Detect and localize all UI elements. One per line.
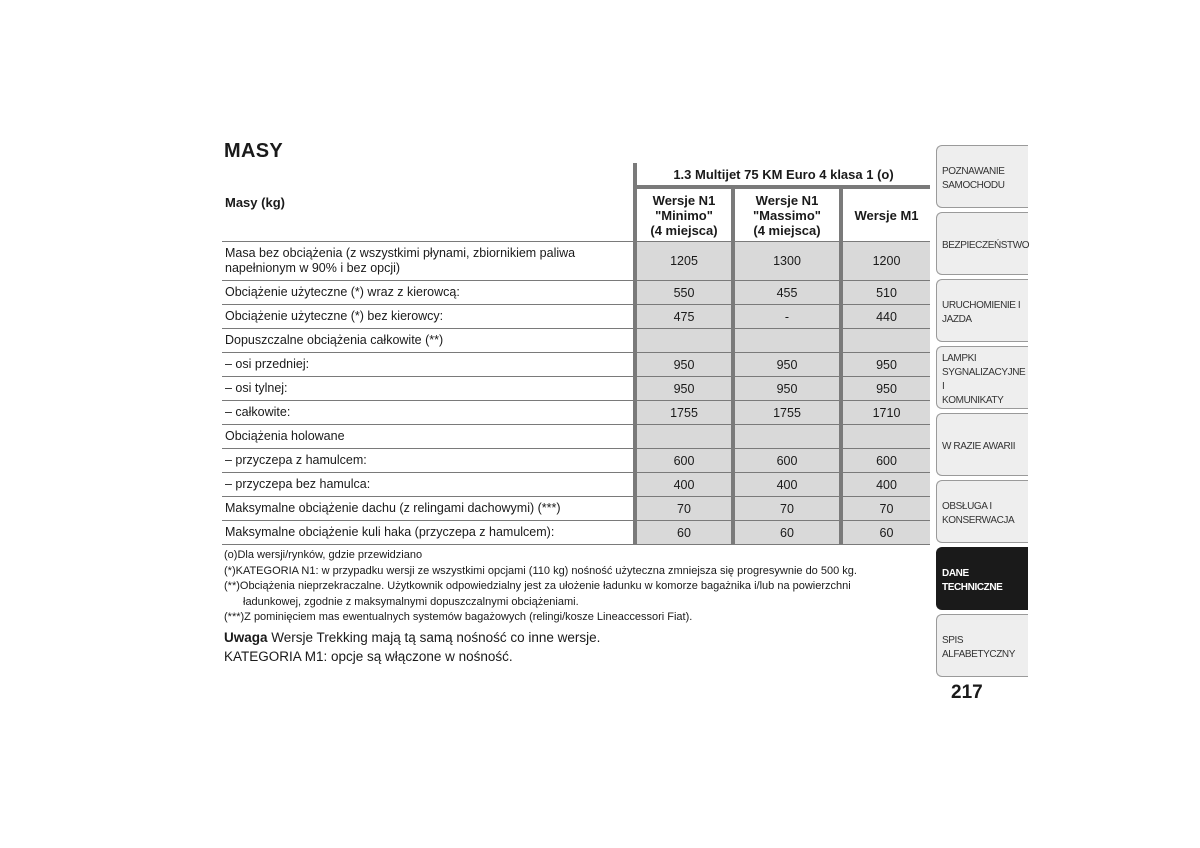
row-label-header: Masy (kg) <box>222 163 635 242</box>
value-cell: 600 <box>841 449 930 473</box>
value-cell: 1710 <box>841 401 930 425</box>
table-row <box>222 425 930 449</box>
remark-bold-label: Uwaga <box>224 630 268 645</box>
table-row <box>222 242 930 281</box>
header-line: "Massimo" <box>753 207 821 223</box>
row-label: Dopuszczalne obciążenia całkowite (**) <box>222 329 635 353</box>
header-line: Wersje M1 <box>854 207 919 223</box>
value-cell: 70 <box>841 497 930 521</box>
chapter-tab[interactable] <box>936 212 1028 275</box>
chapter-tab-line: JAZDA <box>942 313 972 325</box>
table-row <box>222 497 930 521</box>
chapter-tabs <box>936 145 1028 681</box>
chapter-tab[interactable] <box>936 346 1028 409</box>
header-line: (4 miejsca) <box>650 222 718 238</box>
chapter-tab-line: OBSŁUGA I <box>942 500 992 512</box>
chapter-tab[interactable] <box>936 413 1028 476</box>
row-label: Masa bez obciążenia (z wszystkimi płynami, zbiornikiem paliwa napełnionym w 90% i bez opcji) <box>222 242 635 281</box>
header-line: Wersje N1 <box>652 192 716 208</box>
chapter-tab-label <box>942 500 1014 528</box>
value-cell: 60 <box>841 521 930 545</box>
remarks <box>224 628 600 666</box>
table-row <box>222 353 930 377</box>
section-title: MASY <box>224 140 283 162</box>
value-cell: 60 <box>733 521 841 545</box>
value-cell: 1205 <box>635 242 733 281</box>
value-cell: 60 <box>635 521 733 545</box>
chapter-tab-line: SYGNALIZACYJNE I <box>942 366 1026 392</box>
chapter-tab-line: TECHNICZNE <box>942 581 1003 593</box>
header-line: (4 miejsca) <box>753 222 821 238</box>
row-label: Obciążenie użyteczne (*) bez kierowcy: <box>222 305 635 329</box>
value-cell: 70 <box>733 497 841 521</box>
chapter-tab-label <box>942 634 1024 662</box>
value-cell: 600 <box>635 449 733 473</box>
mass-table <box>222 163 930 545</box>
chapter-tab[interactable] <box>936 547 1028 610</box>
table-row <box>222 401 930 425</box>
table-row <box>222 377 930 401</box>
footnote: (**)Obciążenia nieprzekraczalne. Użytkownik odpowiedzialny jest za ułożenie ładunku w komorze bagażnika i/lub na powierzchni <box>224 580 851 592</box>
chapter-tab-label <box>942 352 1025 408</box>
row-label: – przyczepa bez hamulca: <box>222 473 635 497</box>
table-row <box>222 473 930 497</box>
remark-text: Wersje Trekking mają tą samą nośność co inne wersje. <box>267 630 601 645</box>
header-line: Wersje N1 <box>755 192 819 208</box>
table-row <box>222 329 930 353</box>
chapter-tab-line: LAMPKI <box>942 352 977 364</box>
value-cell: 400 <box>841 473 930 497</box>
remark-line <box>224 628 600 647</box>
value-cell <box>635 425 733 449</box>
value-cell: 600 <box>733 449 841 473</box>
chapter-tab-line: URUCHOMIENIE I <box>942 299 1021 311</box>
table-row <box>222 305 930 329</box>
value-cell <box>635 329 733 353</box>
chapter-tab-label <box>942 165 1005 193</box>
chapter-tab[interactable] <box>936 279 1028 342</box>
footnotes <box>224 548 924 626</box>
value-cell <box>841 329 930 353</box>
value-cell: - <box>733 305 841 329</box>
value-cell: 475 <box>635 305 733 329</box>
value-cell <box>733 329 841 353</box>
table-row <box>222 281 930 305</box>
value-cell: 400 <box>733 473 841 497</box>
chapter-tab-line: SPIS ALFABETYCZNY <box>942 634 1015 660</box>
value-cell: 70 <box>635 497 733 521</box>
value-cell: 1200 <box>841 242 930 281</box>
chapter-tab-line: BEZPIECZEŃSTWO <box>942 239 1030 251</box>
row-label: – całkowite: <box>222 401 635 425</box>
row-label: Obciążenie użyteczne (*) wraz z kierowcą: <box>222 281 635 305</box>
value-cell: 455 <box>733 281 841 305</box>
value-cell: 550 <box>635 281 733 305</box>
chapter-tab-line: POZNAWANIE <box>942 165 1005 177</box>
table-row <box>222 449 930 473</box>
value-cell: 1755 <box>733 401 841 425</box>
row-label: – przyczepa z hamulcem: <box>222 449 635 473</box>
value-cell: 400 <box>635 473 733 497</box>
footnote: (o)Dla wersji/rynków, gdzie przewidziano <box>224 549 423 561</box>
remark-line: KATEGORIA M1: opcje są włączone w nośność. <box>224 649 513 664</box>
value-cell: 1300 <box>733 242 841 281</box>
chapter-tab-line: W RAZIE AWARII <box>942 440 1016 452</box>
chapter-tab-label <box>942 440 1015 454</box>
chapter-tab-label <box>942 239 1029 253</box>
chapter-tab-label <box>942 567 1002 595</box>
value-cell <box>841 425 930 449</box>
value-cell: 950 <box>841 377 930 401</box>
footnote: ładunkowej, zgodnie z maksymalnymi dopuszczalnymi obciążeniami. <box>243 595 579 608</box>
value-cell: 950 <box>733 353 841 377</box>
value-cell: 950 <box>635 377 733 401</box>
column-header-n1-massimo <box>733 187 841 242</box>
table-row <box>222 521 930 545</box>
chapter-tab-line: KONSERWACJA <box>942 514 1015 526</box>
chapter-tab-line: KOMUNIKATY <box>942 394 1004 406</box>
chapter-tab[interactable] <box>936 480 1028 543</box>
row-label: – osi przedniej: <box>222 353 635 377</box>
value-cell: 950 <box>841 353 930 377</box>
page-number: 217 <box>951 682 983 703</box>
engine-group-header: 1.3 Multijet 75 KM Euro 4 klasa 1 (o) <box>635 163 930 187</box>
column-header-n1-minimo <box>635 187 733 242</box>
value-cell <box>733 425 841 449</box>
header-line: "Minimo" <box>655 207 713 223</box>
row-label: Obciążenia holowane <box>222 425 635 449</box>
chapter-tab[interactable] <box>936 614 1028 677</box>
chapter-tab[interactable] <box>936 145 1028 208</box>
row-label: – osi tylnej: <box>222 377 635 401</box>
chapter-tab-label <box>942 299 1020 327</box>
chapter-tab-line: SAMOCHODU <box>942 179 1005 191</box>
value-cell: 950 <box>635 353 733 377</box>
column-header-m1 <box>841 187 930 242</box>
value-cell: 950 <box>733 377 841 401</box>
footnote: (*)KATEGORIA N1: w przypadku wersji ze wszystkimi opcjami (110 kg) nośność użyteczna zmniejsza się progresywnie do 500 kg. <box>224 564 857 577</box>
value-cell: 1755 <box>635 401 733 425</box>
row-label: Maksymalne obciążenie kuli haka (przyczepa z hamulcem): <box>222 521 635 545</box>
row-label: Maksymalne obciążenie dachu (z relingami dachowymi) (***) <box>222 497 635 521</box>
value-cell: 440 <box>841 305 930 329</box>
footnote: (***)Z pominięciem mas ewentualnych systemów bagażowych (relingi/kosze Lineaccessori Fiat). <box>224 611 693 623</box>
chapter-tab-line: DANE <box>942 567 969 579</box>
value-cell: 510 <box>841 281 930 305</box>
